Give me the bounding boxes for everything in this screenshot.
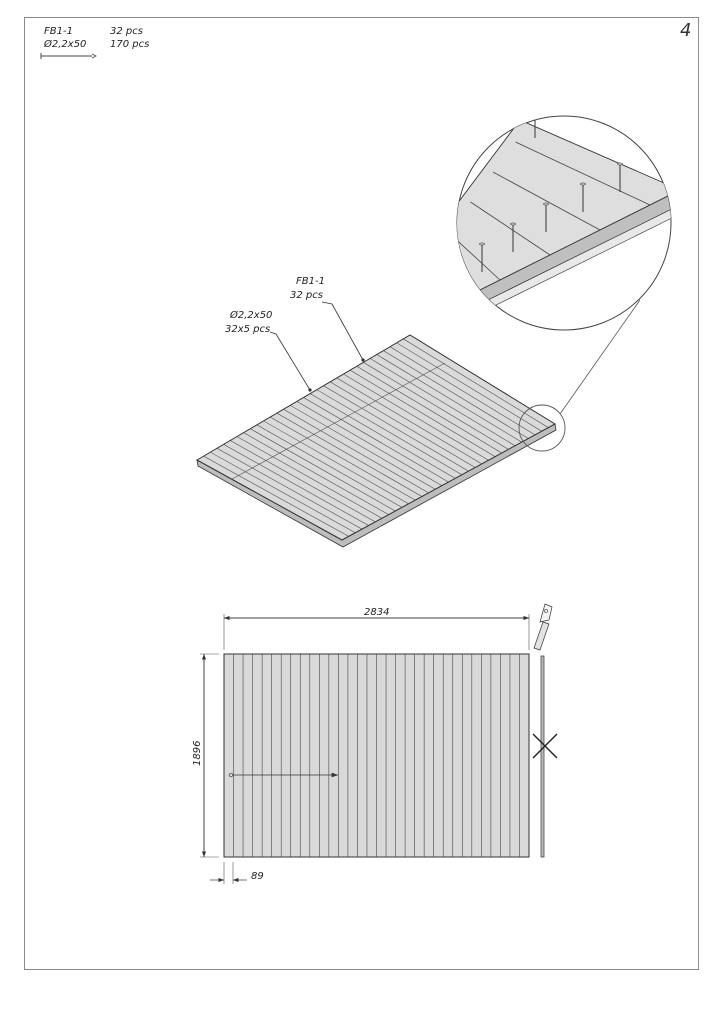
callout-nail-code: Ø2,2x50 (230, 310, 273, 321)
parts-list-nail-qty: 170 pcs (110, 39, 150, 50)
nail-head (618, 163, 623, 165)
parts-list-board-code: FB1-1 (44, 26, 73, 37)
page-number: 4 (680, 20, 692, 41)
nail-icon (41, 53, 96, 59)
parts-list-nail-code: Ø2,2x50 (44, 39, 87, 50)
nail-head (511, 223, 516, 225)
side-profile (533, 604, 557, 857)
callout-board-qty: 32 pcs (290, 290, 323, 301)
dimension-width-label: 1896 (192, 740, 203, 766)
cross-mark-icon (533, 734, 557, 758)
board-icon (541, 656, 544, 857)
dimension-board-width-label: 89 (251, 871, 264, 882)
dimension-length-label: 2834 (364, 607, 390, 618)
callout-nail-qty: 32x5 pcs (225, 324, 271, 335)
isometric-panel (197, 335, 556, 547)
nail-head (533, 109, 538, 111)
nail-head (480, 243, 485, 245)
plan-view (224, 654, 529, 857)
callout-board-code: FB1-1 (296, 276, 325, 287)
magnified-detail (430, 109, 680, 330)
parts-list-board-qty: 32 pcs (110, 26, 143, 37)
nail-head (581, 183, 586, 185)
hand-saw-icon (534, 604, 552, 650)
nail-head (544, 203, 549, 205)
